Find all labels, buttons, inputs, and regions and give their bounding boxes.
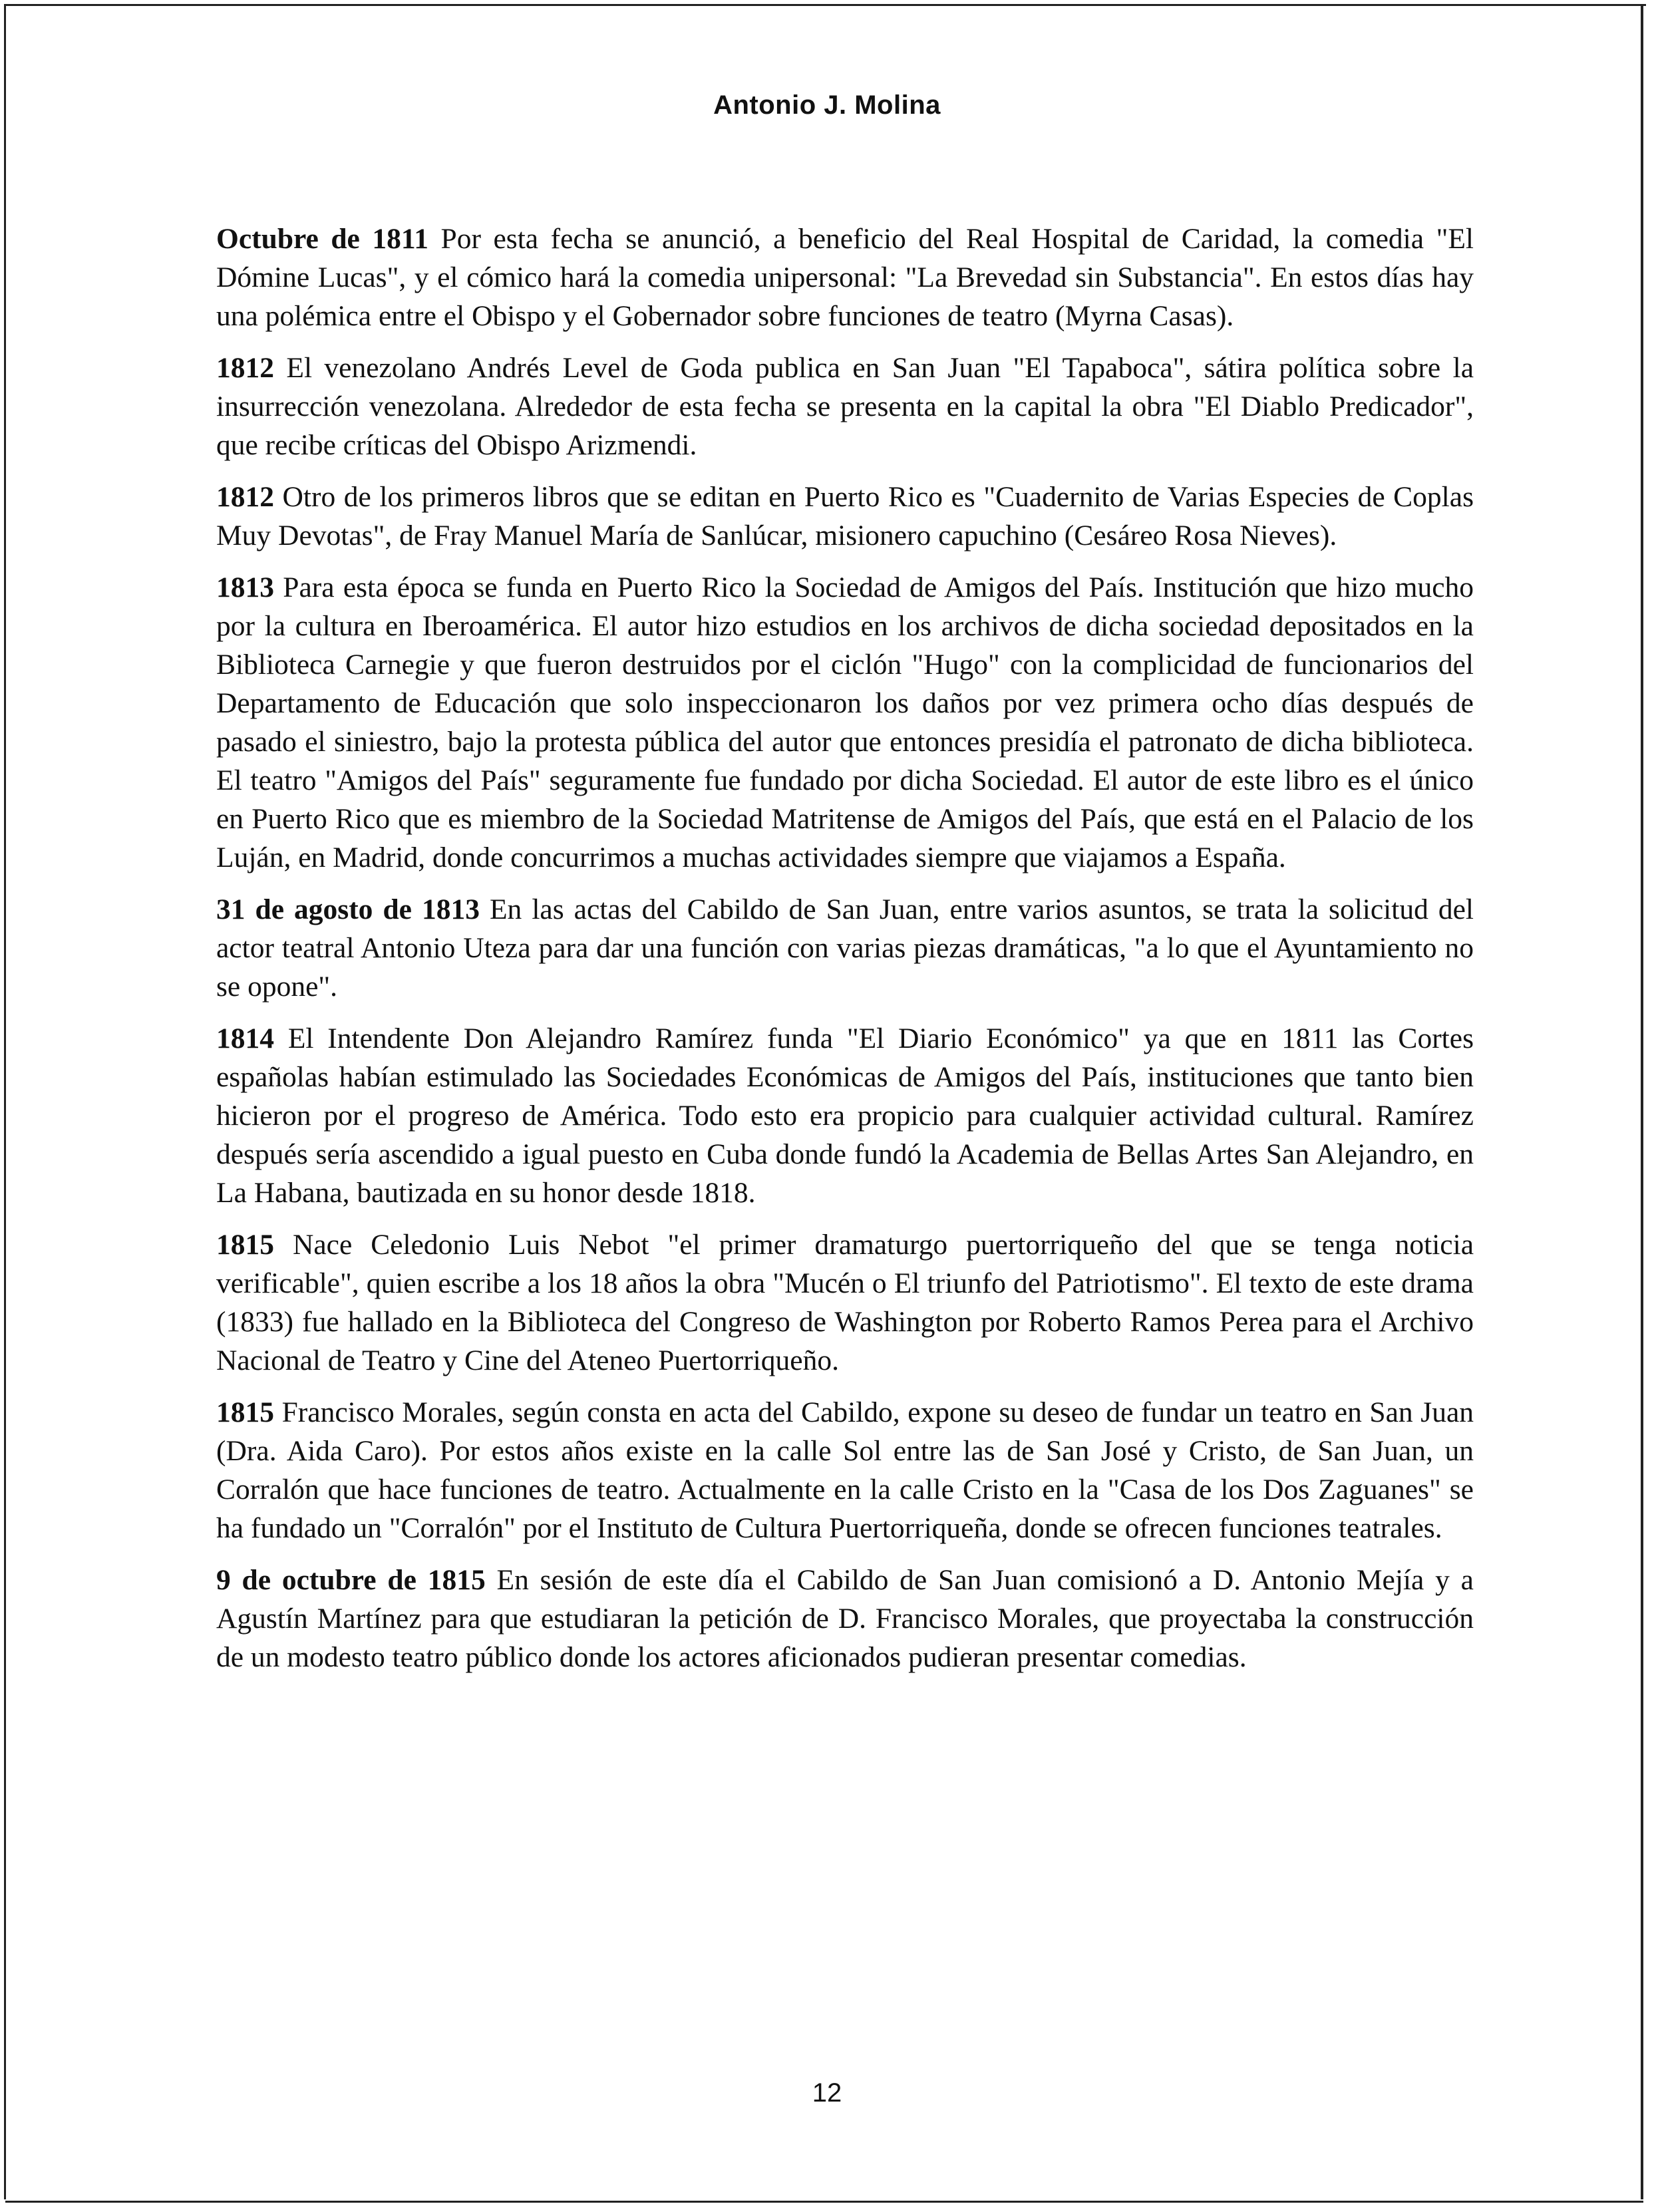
entry-date: 1814 <box>216 1023 274 1054</box>
entry-date: 9 de octubre de 1815 <box>216 1564 486 1596</box>
scan-border-bottom <box>5 2201 1643 2203</box>
chronology-entry <box>216 1019 1474 1212</box>
scan-border-right <box>1641 4 1643 2199</box>
entry-text: Nace Celedonio Luis Nebot "el primer dramaturgo puertorriqueño del que se tenga noticia verificable", quien escribe a los 18 años la obra "Mucén o El triunfo del Patriotismo". El texto de este drama (1833) fue hallado en la Biblioteca del Congreso de Washington por Roberto Ramos Perea para el Archivo Nacional de Teatro y Cine del Ateneo Puertorriqueño. <box>216 1229 1474 1376</box>
entry-text: El venezolano Andrés Level de Goda publica en San Juan "El Tapaboca", sátira política sobre la insurrección venezolana. Alrededor de esta fecha se presenta en la capital la obra "El Diablo Predicador", que recibe críticas del Obispo Arizmendi. <box>216 352 1474 461</box>
entry-text: Otro de los primeros libros que se editan en Puerto Rico es "Cuadernito de Varias Especies de Coplas Muy Devotas", de Fray Manuel María de Sanlúcar, misionero capuchino (Cesáreo Rosa Nieves). <box>216 481 1474 552</box>
chronology-entry <box>216 1393 1474 1547</box>
entry-text: En las actas del Cabildo de San Juan, entre varios asuntos, se trata la solicitud del actor teatral Antonio Uteza para dar una función con varias piezas dramáticas, "a lo que el Ayuntamiento no se opone". <box>216 893 1474 1003</box>
entry-text: El Intendente Don Alejandro Ramírez funda "El Diario Económico" ya que en 1811 las Cortes españolas habían estimulado las Sociedades Económicas de Amigos del País, instituciones que tanto bien hicieron por el progreso de América. Todo esto era propicio para cualquier actividad cultural. Ramírez después sería ascendido a igual puesto en Cuba donde fundó la Academia de Bellas Artes San Alejandro, en La Habana, bautizada en su honor desde 1818. <box>216 1023 1474 1209</box>
entry-date: 31 de agosto de 1813 <box>216 893 480 925</box>
entry-date: 1812 <box>216 352 274 384</box>
chronology-body <box>216 220 1474 1690</box>
entry-date: 1812 <box>216 481 274 513</box>
running-header-author: Antonio J. Molina <box>713 90 941 120</box>
chronology-entry <box>216 1561 1474 1676</box>
chronology-entry <box>216 478 1474 555</box>
entry-date: 1815 <box>216 1396 274 1428</box>
entry-date: 1815 <box>216 1229 274 1261</box>
scan-border-top <box>5 4 1646 6</box>
chronology-entry <box>216 349 1474 464</box>
chronology-entry <box>216 1225 1474 1380</box>
scan-border-left <box>4 4 6 2199</box>
chronology-entry <box>216 568 1474 877</box>
page-number: 12 <box>812 2078 842 2108</box>
entry-text: En sesión de este día el Cabildo de San Juan comisionó a D. Antonio Mejía y a Agustín Martínez para que estudiaran la petición de D. Francisco Morales, que proyectaba la construcción de un modesto teatro público donde los actores aficionados pudieran presentar comedias. <box>216 1564 1474 1673</box>
entry-text: Por esta fecha se anunció, a beneficio del Real Hospital de Caridad, la comedia "El Dómine Lucas", y el cómico hará la comedia unipersonal: "La Brevedad sin Substancia". En estos días hay una polémica entre el Obispo y el Gobernador sobre funciones de teatro (Myrna Casas). <box>216 223 1474 332</box>
entry-date: 1813 <box>216 571 274 603</box>
chronology-entry <box>216 220 1474 335</box>
entry-text: Francisco Morales, según consta en acta del Cabildo, expone su deseo de fundar un teatro en San Juan (Dra. Aida Caro). Por estos años existe en la calle Sol entre las de San José y Cristo, de San Juan, un Corralón que hace funciones de teatro. Actualmente en la calle Cristo en la "Casa de los Dos Zaguanes" se ha fundado un "Corralón" por el Instituto de Cultura Puertorriqueña, donde se ofrecen funciones teatrales. <box>216 1396 1474 1544</box>
entry-date: Octubre de 1811 <box>216 223 428 255</box>
chronology-entry <box>216 890 1474 1006</box>
entry-text: Para esta época se funda en Puerto Rico la Sociedad de Amigos del País. Institución que hizo mucho por la cultura en Iberoamérica. El autor hizo estudios en los archivos de dicha sociedad depositados en la Biblioteca Carnegie y que fueron destruidos por el ciclón "Hugo" con la complicidad de funcionarios del Departamento de Educación que solo inspeccionaron los daños por vez primera ocho días después de pasado el siniestro, bajo la protesta pública del autor que entonces presidía el patronato de dicha biblioteca. El teatro "Amigos del País" seguramente fue fundado por dicha Sociedad. El autor de este libro es el único en Puerto Rico que es miembro de la Sociedad Matritense de Amigos del País, que está en el Palacio de los Luján, en Madrid, donde concurrimos a muchas actividades siempre que viajamos a España. <box>216 571 1474 873</box>
